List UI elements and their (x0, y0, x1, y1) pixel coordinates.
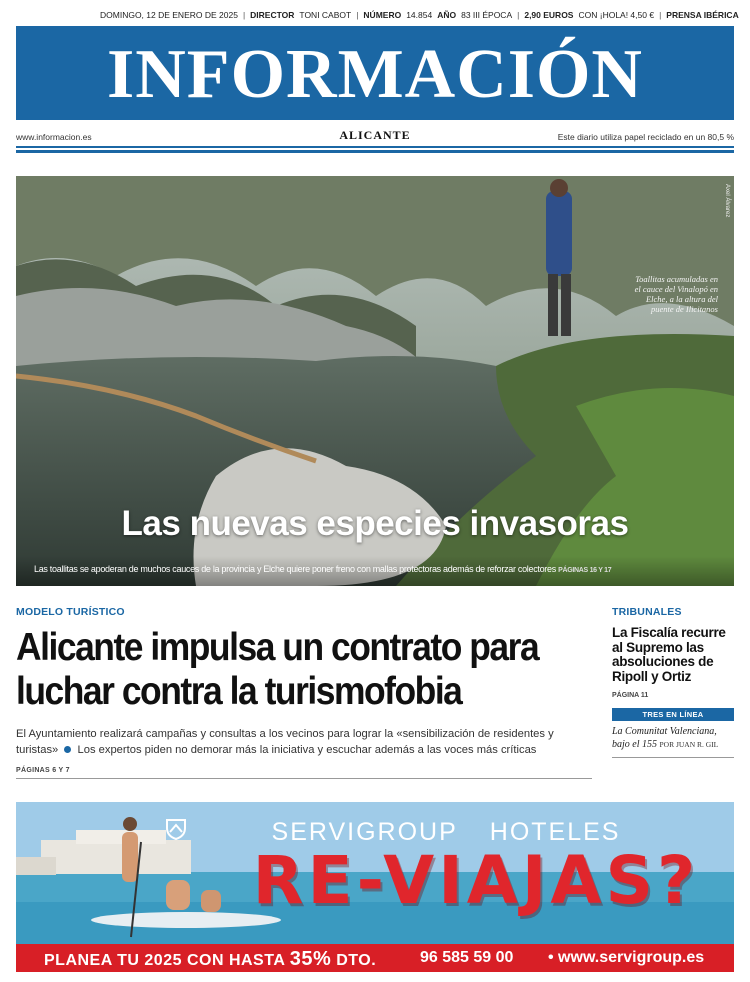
shield-logo-icon (464, 821, 484, 843)
director-name: TONI CABOT (299, 10, 352, 20)
bullet-icon (64, 746, 71, 753)
ad-offer-bar[interactable] (16, 944, 734, 972)
year-value: 83 III ÉPOCA (461, 10, 513, 20)
opinion-item[interactable] (612, 725, 734, 751)
masthead-subbar (16, 124, 734, 154)
hero-caption (16, 556, 734, 586)
ad-phone[interactable]: 96 585 59 00 (420, 949, 514, 966)
lead-pages: PÁGINAS 6 Y 7 (16, 767, 70, 774)
ad-url[interactable]: • www.servigroup.es (548, 949, 705, 966)
issue-number: 14.854 (406, 10, 433, 20)
advertisement-banner[interactable] (16, 802, 734, 972)
lead-headline[interactable] (16, 626, 605, 714)
side-kicker: TRIBUNALES (612, 606, 682, 618)
price: 2,90 EUROS (524, 10, 574, 20)
year-label: AÑO (437, 10, 457, 20)
publisher: PRENSA IBÉRICA (666, 10, 739, 20)
lead-story[interactable] (16, 606, 592, 774)
opinion-text: La Comunitat Valenciana, bajo el 155 (612, 726, 717, 750)
divider (16, 150, 734, 153)
price-extra: CON ¡HOLA! 4,50 € (578, 10, 655, 20)
side-column (612, 606, 734, 758)
lead-deck-part1: El Ayuntamiento realizará campañas y consultas a los vecinos para lograr la «sensibilización de residentes y turistas» (16, 728, 554, 756)
masthead-info-line: DOMINGO, 12 DE ENERO DE 2025 | DIRECTOR TONI CABOT | NÚMERO 14.854 AÑO 83 III ÉPOCA | 2,90 EUROS CON ¡HOLA! 4,50 € | PRENSA IBÉRICA (100, 10, 739, 20)
ad-brand-right: HOTELES (489, 818, 621, 846)
lead-headline-line2: luchar contra la turismofobia (16, 670, 462, 713)
masthead-banner (16, 26, 734, 120)
hero-pages: PÁGINAS 16 Y 17 (558, 567, 612, 574)
director-label: DIRECTOR (250, 10, 295, 20)
lead-headline-line1: Alicante impulsa un contrato para (16, 626, 539, 669)
ad-offer-text: PLANEA TU 2025 CON HASTA (44, 952, 285, 969)
newspaper-title: INFORMACIÓN (107, 36, 643, 113)
ad-slogan: RE-VIAJAS? (252, 842, 700, 919)
divider (612, 757, 734, 758)
ad-offer (44, 948, 376, 971)
opinion-author: POR JUAN R. GIL (659, 740, 719, 749)
side-pages: PÁGINA 11 (612, 692, 649, 699)
ad-offer-pct: 35% (289, 948, 332, 970)
section-badge: TRES EN LÍNEA (612, 708, 734, 721)
hero-caption-text: Las toallitas se apoderan de muchos cauces de la provincia y Elche quiere poner freno con mallas protectoras además de reforzar colectores (34, 564, 556, 574)
ad-brand-left: SERVIGROUP (271, 818, 458, 846)
lead-kicker: MODELO TURÍSTICO (16, 606, 125, 618)
divider (16, 778, 592, 779)
lead-deck (16, 726, 592, 758)
issue-date: DOMINGO, 12 DE ENERO DE 2025 (100, 10, 238, 20)
issue-number-label: NÚMERO (363, 10, 402, 20)
ad-offer-suffix: DTO. (336, 952, 377, 969)
ad-url-text: www.servigroup.es (558, 949, 705, 966)
website-link[interactable]: www.informacion.es (16, 132, 92, 142)
hero-story[interactable] (16, 176, 734, 586)
photo-inset-caption: Toallitas acumuladas en el cauce del Vinalopó en Elche, a la altura del puente de Ilicitanos (634, 274, 718, 314)
recycled-note: Este diario utiliza papel reciclado en un 80,5 % (557, 132, 734, 142)
photo-credit: Axel Álvarez (724, 184, 730, 218)
side-headline[interactable]: La Fiscalía recurre al Supremo las absoluciones de Ripoll y Ortiz (612, 625, 726, 684)
lead-deck-part2: Los expertos piden no demorar más la iniciativa y escuchar además a las voces más críticas (77, 744, 537, 756)
edition-city: ALICANTE (339, 128, 411, 142)
divider (16, 146, 734, 148)
hero-headline[interactable]: Las nuevas especies invasoras (121, 504, 629, 543)
